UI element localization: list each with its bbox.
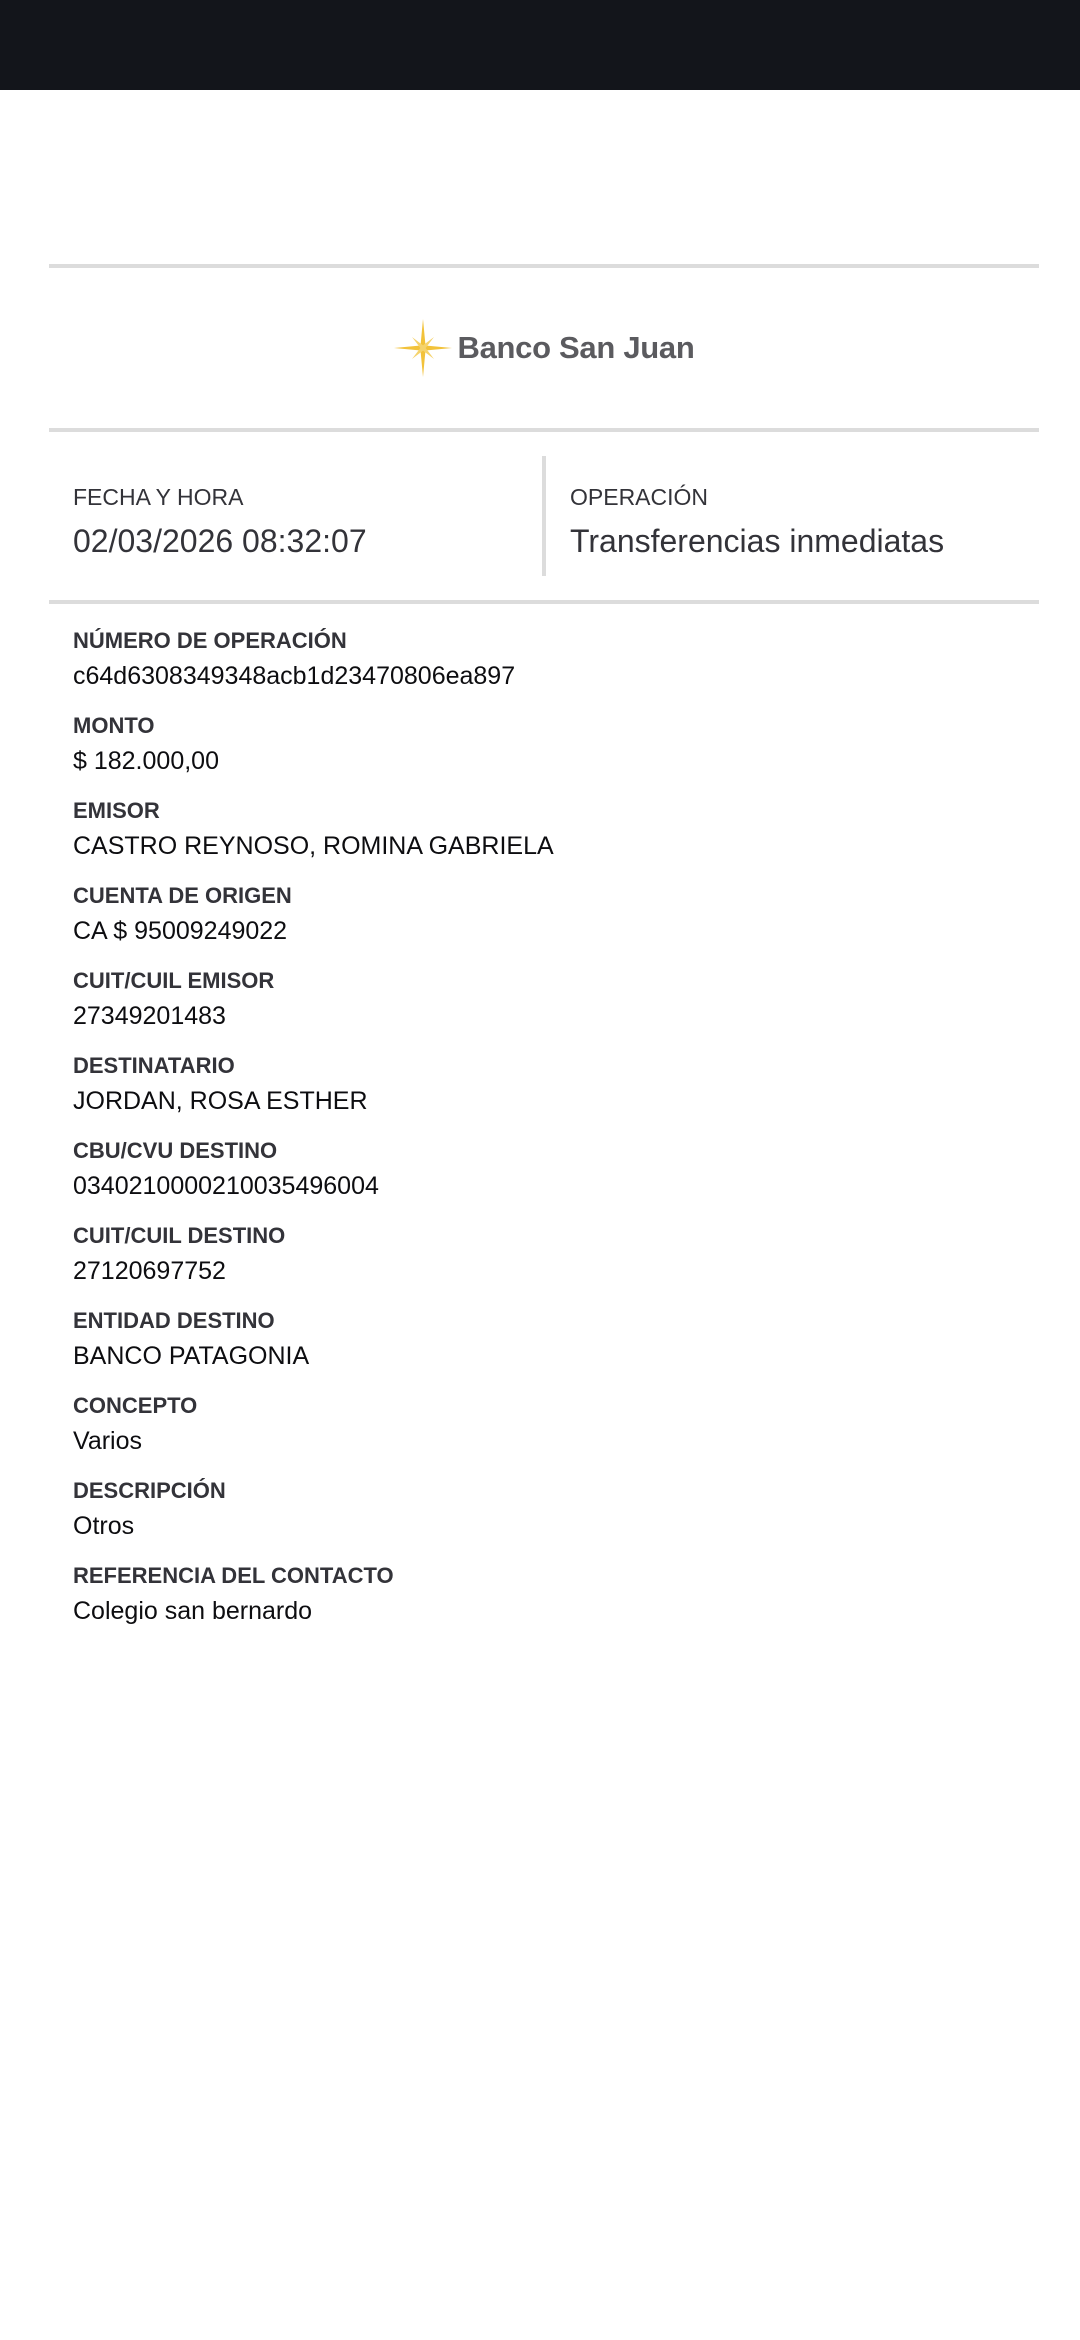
field-description <box>73 1478 1039 1541</box>
field-destination-bank <box>73 1308 1039 1371</box>
datetime-label: FECHA Y HORA <box>73 484 244 510</box>
field-value: c64d6308349348acb1d23470806ea897 <box>73 662 516 690</box>
status-bar <box>0 0 1080 90</box>
field-amount <box>73 713 1039 776</box>
field-label: DESCRIPCIÓN <box>73 1478 226 1503</box>
transfer-receipt <box>49 264 1039 1648</box>
bank-logo-row <box>49 268 1039 428</box>
field-destination-cuit <box>73 1223 1039 1286</box>
field-label: CBU/CVU DESTINO <box>73 1138 278 1163</box>
datetime-value: 02/03/2026 08:32:07 <box>73 523 367 559</box>
field-label: EMISOR <box>73 798 160 823</box>
star-logo-icon <box>394 319 452 377</box>
field-value: $ 182.000,00 <box>73 747 219 775</box>
field-value: CA $ 95009249022 <box>73 917 288 945</box>
field-sender <box>73 798 1039 861</box>
field-label: CONCEPTO <box>73 1393 198 1418</box>
field-value: BANCO PATAGONIA <box>73 1342 310 1370</box>
field-recipient <box>73 1053 1039 1116</box>
field-operation-number <box>73 628 1039 691</box>
bank-name: Banco San Juan <box>457 330 695 365</box>
field-destination-cbu <box>73 1138 1039 1201</box>
operation-value: Transferencias inmediatas <box>570 523 945 559</box>
field-value: 27349201483 <box>73 1002 226 1030</box>
field-sender-cuit <box>73 968 1039 1031</box>
field-value: Otros <box>73 1512 135 1540</box>
field-label: REFERENCIA DEL CONTACTO <box>73 1563 394 1588</box>
field-contact-reference <box>73 1563 1039 1626</box>
field-concept <box>73 1393 1039 1456</box>
field-label: CUIT/CUIL EMISOR <box>73 968 275 993</box>
operation-summary <box>49 432 1039 600</box>
field-label: ENTIDAD DESTINO <box>73 1308 275 1333</box>
field-label: CUENTA DE ORIGEN <box>73 883 292 908</box>
field-value: Varios <box>73 1427 143 1455</box>
field-label: CUIT/CUIL DESTINO <box>73 1223 286 1248</box>
bank-logo <box>394 319 695 377</box>
datetime-block <box>49 432 542 600</box>
field-value: Colegio san bernardo <box>73 1597 313 1625</box>
field-value: 0340210000210035496004 <box>73 1172 379 1200</box>
field-label: MONTO <box>73 713 155 738</box>
operation-label: OPERACIÓN <box>570 484 709 510</box>
field-source-account <box>73 883 1039 946</box>
operation-block <box>542 456 1039 576</box>
field-value: CASTRO REYNOSO, ROMINA GABRIELA <box>73 832 554 860</box>
field-label: DESTINATARIO <box>73 1053 235 1078</box>
field-label: NÚMERO DE OPERACIÓN <box>73 628 347 653</box>
field-value: JORDAN, ROSA ESTHER <box>73 1087 368 1115</box>
field-value: 27120697752 <box>73 1257 226 1285</box>
detail-fields <box>49 604 1039 1626</box>
